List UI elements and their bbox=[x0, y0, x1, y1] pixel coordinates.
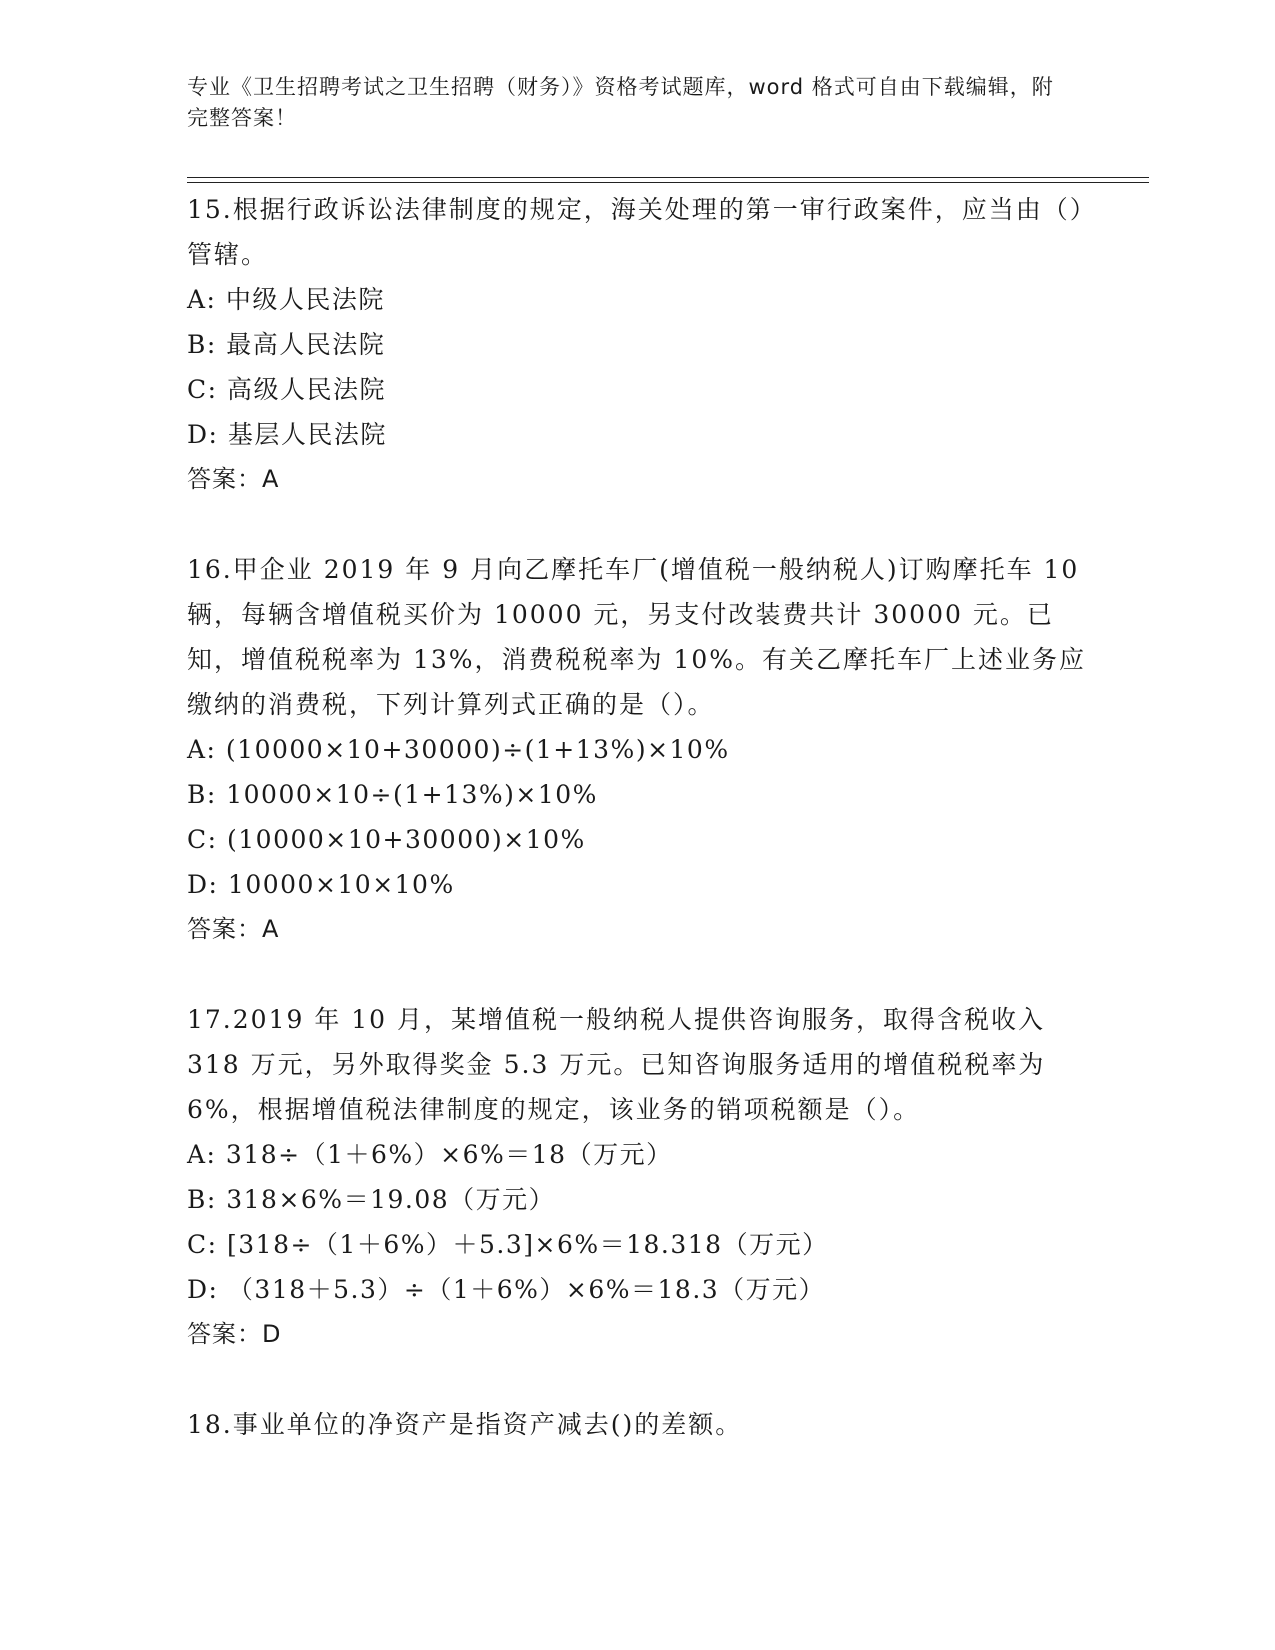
question-15 bbox=[187, 187, 1087, 502]
question-16 bbox=[187, 547, 1087, 952]
option-d: D: （318＋5.3）÷（1＋6%）×6%＝18.3（万元） bbox=[187, 1275, 826, 1304]
header-divider-top bbox=[187, 177, 1149, 178]
spacer bbox=[187, 1357, 1087, 1402]
question-list bbox=[187, 187, 1087, 1447]
header-divider-bottom bbox=[187, 182, 1149, 183]
question-stem: 16.甲企业 2019 年 9 月向乙摩托车厂(增值税一般纳税人)订购摩托车 10 辆，每辆含增值税买价为 10000 元，另支付改装费共计 30000 元。已知，增值税税率为 13%，消费税税率为 10%。有关乙摩托车厂上述业务应缴纳的消费税，下列计算列式正确的是（）。 bbox=[187, 555, 1087, 719]
question-stem: 18.事业单位的净资产是指资产减去()的差额。 bbox=[187, 1410, 743, 1439]
option-b: B: 10000×10÷(1+13%)×10% bbox=[187, 780, 598, 809]
document-header: 专业《卫生招聘考试之卫生招聘（财务）》资格考试题库，word 格式可自由下载编辑，附完整答案！ bbox=[187, 75, 1054, 130]
question-18 bbox=[187, 1402, 1087, 1447]
option-a: A: (10000×10+30000)÷(1+13%)×10% bbox=[187, 735, 730, 764]
spacer bbox=[187, 952, 1087, 997]
option-d: D: 10000×10×10% bbox=[187, 870, 455, 899]
spacer bbox=[187, 502, 1087, 547]
answer: 答案：D bbox=[187, 1320, 282, 1348]
question-stem: 17.2019 年 10 月，某增值税一般纳税人提供咨询服务，取得含税收入 318 万元，另外取得奖金 5.3 万元。已知咨询服务适用的增值税税率为 6%，根据增值税法律制度的规定，该业务的销项税额是（）。 bbox=[187, 1005, 1046, 1124]
option-a: A: 中级人民法院 bbox=[187, 285, 385, 314]
answer: 答案：A bbox=[187, 915, 280, 943]
option-c: C: (10000×10+30000)×10% bbox=[187, 825, 586, 854]
question-stem: 15.根据行政诉讼法律制度的规定，海关处理的第一审行政案件，应当由（）管辖。 bbox=[187, 195, 1085, 269]
option-b: B: 最高人民法院 bbox=[187, 330, 386, 359]
option-b: B: 318×6%＝19.08（万元） bbox=[187, 1185, 556, 1214]
option-a: A: 318÷（1＋6%）×6%＝18（万元） bbox=[187, 1140, 673, 1169]
question-17 bbox=[187, 997, 1087, 1357]
option-c: C: 高级人民法院 bbox=[187, 375, 386, 404]
answer: 答案：A bbox=[187, 465, 280, 493]
option-c: C: [318÷（1＋6%）＋5.3]×6%＝18.318（万元） bbox=[187, 1230, 829, 1259]
option-d: D: 基层人民法院 bbox=[187, 420, 387, 449]
